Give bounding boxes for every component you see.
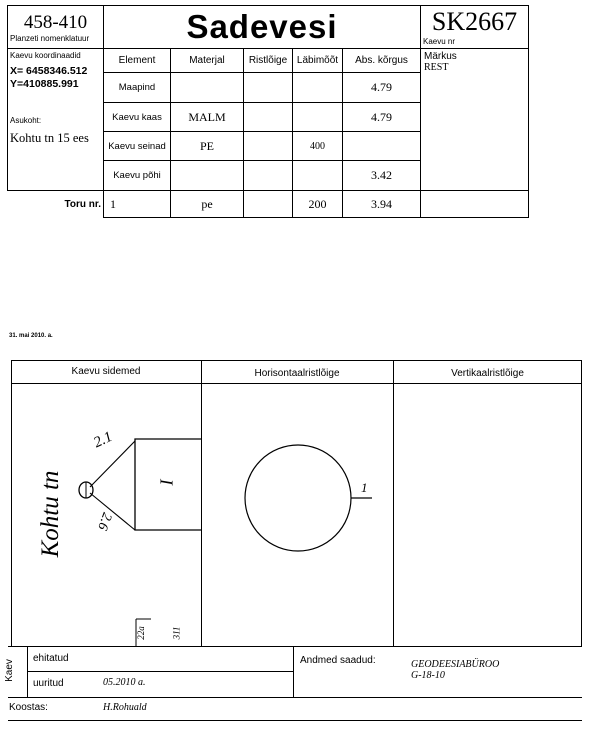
well-id-label: Kaevu nr xyxy=(423,37,456,46)
pipe-remarks xyxy=(421,191,529,218)
row-material xyxy=(171,73,244,103)
col-element: Element xyxy=(104,49,171,73)
well-circle xyxy=(245,445,351,551)
row-diameter xyxy=(293,161,343,191)
distance-bottom: 2.6 xyxy=(94,510,115,532)
pipe-label-cell xyxy=(8,191,104,218)
pipe-label: Toru nr. xyxy=(64,198,101,210)
footer-mid-line xyxy=(27,671,293,672)
row-element: Kaevu kaas xyxy=(104,103,171,132)
row-element: Kaevu põhi xyxy=(104,161,171,191)
remarks-label: Märkus xyxy=(424,51,457,62)
row-height xyxy=(343,132,421,161)
pipe-height: 3.94 xyxy=(343,191,421,218)
row-cross xyxy=(244,73,293,103)
row-height: 4.79 xyxy=(343,73,421,103)
footer-bottom-line xyxy=(8,697,582,698)
author-value: H.Rohuald xyxy=(103,702,147,713)
row-element: Kaevu seinad xyxy=(104,132,171,161)
info-cell xyxy=(8,49,104,191)
location-value: Kohtu tn 15 ees xyxy=(10,131,89,145)
panel-divider-2 xyxy=(393,360,394,646)
pipe-row xyxy=(8,191,529,218)
footer-end-line xyxy=(8,720,582,721)
col-diameter: Läbimõõt xyxy=(293,49,343,73)
data-from-value: GEODEESIABÜROO xyxy=(411,659,500,670)
data-from-code: G-18-10 xyxy=(411,670,445,681)
box-label-a: 22a xyxy=(135,626,146,640)
box-label-b: 311 xyxy=(171,626,182,640)
title-cell xyxy=(104,6,421,49)
pipe-material: pe xyxy=(171,191,244,218)
row-material xyxy=(171,161,244,191)
footer-top-line xyxy=(8,646,582,647)
col-material: Materjal xyxy=(171,49,244,73)
author-label: Koostas: xyxy=(9,702,48,713)
row-diameter xyxy=(293,103,343,132)
street-name: Kohtu tn xyxy=(37,470,64,558)
measured-value: 05.2010 a. xyxy=(103,677,146,688)
document-date: 31. mai 2010. a. xyxy=(9,333,53,339)
building-mark: I xyxy=(156,479,177,486)
row-diameter xyxy=(293,73,343,103)
panel-title-vertical: Vertikaalristlõige xyxy=(451,368,524,379)
row-material: MALM xyxy=(171,103,244,132)
col-cross-section: Ristlõige xyxy=(244,49,293,73)
distance-top: 2.1 xyxy=(91,428,116,452)
remarks-value: REST xyxy=(424,62,449,73)
coordinate-x: X= 6458346.512 xyxy=(10,65,88,77)
footer-side-label: Kaev xyxy=(3,659,15,682)
row-diameter: 400 xyxy=(293,132,343,161)
well-id-cell xyxy=(421,6,529,49)
row-cross xyxy=(244,161,293,191)
measured-label: uuritud xyxy=(33,678,64,689)
panel-title-horizontal: Horisontaalristlõige xyxy=(254,368,340,379)
pipe-diameter: 200 xyxy=(293,191,343,218)
row-element: Maapind xyxy=(104,73,171,103)
remarks-cell xyxy=(421,49,529,191)
row-cross xyxy=(244,132,293,161)
row-material: PE xyxy=(171,132,244,161)
row-cross xyxy=(244,103,293,132)
col-abs-height: Abs. kõrgus xyxy=(343,49,421,73)
row-height: 4.79 xyxy=(343,103,421,132)
pipe-cross xyxy=(244,191,293,218)
pipe-number: 1 xyxy=(104,191,171,218)
coordinates-label: Kaevu koordinaadid xyxy=(10,51,81,60)
footer-col-divider xyxy=(293,646,294,697)
coordinate-y: Y=410885.991 xyxy=(10,78,79,90)
built-label: ehitatud xyxy=(33,653,69,664)
data-from-label: Andmed saadud: xyxy=(300,655,376,666)
row-height: 3.42 xyxy=(343,161,421,191)
location-label: Asukoht: xyxy=(10,116,42,125)
sheet-number: 458-410 xyxy=(23,12,88,33)
panel-title-connections: Kaevu sidemed xyxy=(71,366,141,377)
sheet-label: Planzeti nomenklatuur xyxy=(10,34,90,43)
sheet-cell xyxy=(8,6,104,49)
page-title: Sadevesi xyxy=(186,8,338,45)
well-card-table xyxy=(7,5,529,218)
pipe-mark: 1 xyxy=(361,480,368,495)
well-id: SK2667 xyxy=(431,7,518,36)
horizontal-section-sketch xyxy=(202,384,392,646)
